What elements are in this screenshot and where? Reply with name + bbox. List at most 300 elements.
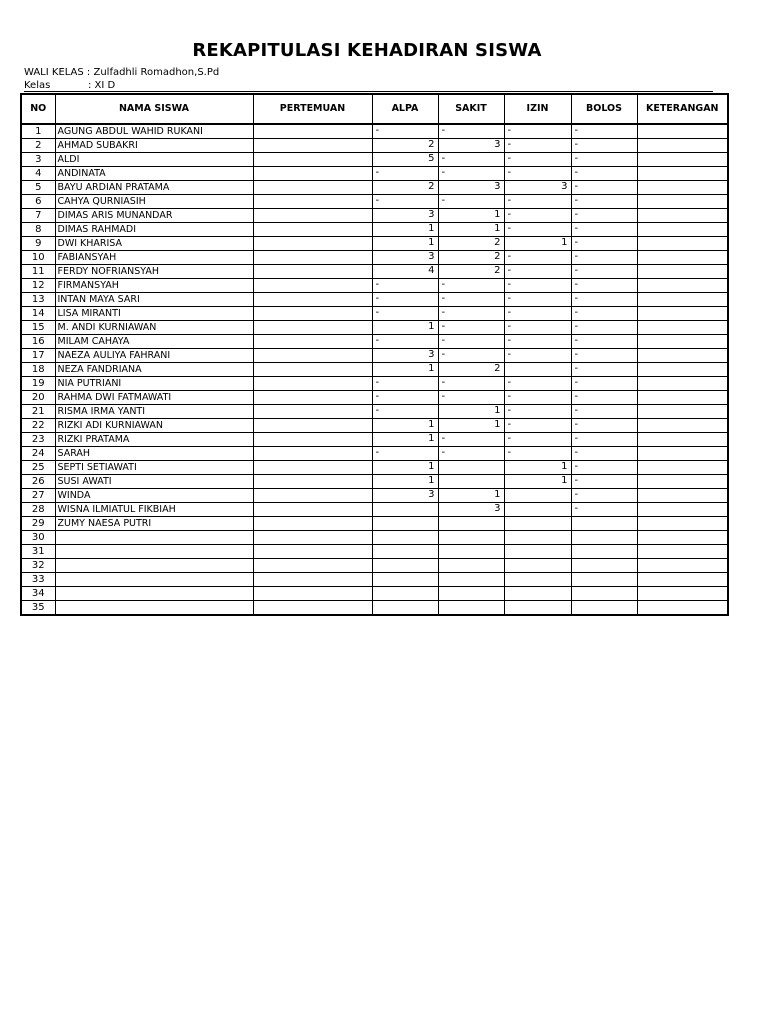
student-name-cell: M. ANDI KURNIAWAN xyxy=(55,321,253,335)
alpa-dash: - xyxy=(375,307,380,318)
bolos-cell xyxy=(571,419,637,433)
bolos-cell xyxy=(571,335,637,349)
table-row xyxy=(21,153,728,167)
izin-cell xyxy=(504,293,571,307)
pertemuan-cell xyxy=(253,167,372,181)
table-row xyxy=(21,475,728,489)
keterangan-cell xyxy=(637,475,728,489)
bolos-dash: - xyxy=(574,195,579,206)
bolos-cell xyxy=(571,321,637,335)
sakit-dash: - xyxy=(441,349,446,360)
izin-cell xyxy=(504,391,571,405)
pertemuan-cell xyxy=(253,265,372,279)
student-name-cell: WISNA ILMIATUL FIKBIAH xyxy=(55,503,253,517)
bolos-cell xyxy=(571,124,637,139)
pertemuan-cell xyxy=(253,153,372,167)
col-header-no: NO xyxy=(21,94,55,124)
keterangan-cell xyxy=(637,223,728,237)
sakit-cell xyxy=(438,307,504,321)
table-row xyxy=(21,335,728,349)
alpa-dash: - xyxy=(375,335,380,346)
sakit-cell xyxy=(438,251,504,265)
sakit-cell xyxy=(438,433,504,447)
row-number-cell: 1 xyxy=(21,124,55,139)
pertemuan-cell xyxy=(253,349,372,363)
pertemuan-cell xyxy=(253,195,372,209)
sakit-dash: - xyxy=(441,279,446,290)
alpa-cell xyxy=(372,433,438,447)
alpa-value: 3 xyxy=(428,251,435,262)
alpa-cell xyxy=(372,209,438,223)
row-number-cell: 15 xyxy=(21,321,55,335)
sakit-cell xyxy=(438,531,504,545)
pertemuan-cell xyxy=(253,545,372,559)
alpa-dash: - xyxy=(375,293,380,304)
izin-cell xyxy=(504,167,571,181)
row-number-cell: 33 xyxy=(21,573,55,587)
sakit-cell xyxy=(438,587,504,601)
table-row xyxy=(21,405,728,419)
row-number-cell: 18 xyxy=(21,363,55,377)
student-name-cell: DWI KHARISA xyxy=(55,237,253,251)
table-row xyxy=(21,531,728,545)
pertemuan-cell xyxy=(253,293,372,307)
student-name-cell: RAHMA DWI FATMAWATI xyxy=(55,391,253,405)
row-number-cell: 31 xyxy=(21,545,55,559)
alpa-cell xyxy=(372,307,438,321)
izin-cell xyxy=(504,279,571,293)
izin-cell xyxy=(504,139,571,153)
bolos-cell xyxy=(571,195,637,209)
izin-dash: - xyxy=(507,405,512,416)
izin-cell xyxy=(504,531,571,545)
sakit-dash: - xyxy=(441,433,446,444)
izin-cell xyxy=(504,237,571,251)
bolos-dash: - xyxy=(574,391,579,402)
table-row xyxy=(21,433,728,447)
table-row xyxy=(21,321,728,335)
izin-cell xyxy=(504,545,571,559)
izin-dash: - xyxy=(507,125,512,136)
izin-cell xyxy=(504,251,571,265)
bolos-cell xyxy=(571,503,637,517)
alpa-dash: - xyxy=(375,447,380,458)
bolos-dash: - xyxy=(574,181,579,192)
table-row xyxy=(21,447,728,461)
alpa-cell xyxy=(372,251,438,265)
keterangan-cell xyxy=(637,517,728,531)
alpa-cell xyxy=(372,293,438,307)
col-header-izin: IZIN xyxy=(504,94,571,124)
pertemuan-cell xyxy=(253,531,372,545)
keterangan-cell xyxy=(637,167,728,181)
alpa-cell xyxy=(372,153,438,167)
alpa-dash: - xyxy=(375,195,380,206)
bolos-dash: - xyxy=(574,251,579,262)
bolos-dash: - xyxy=(574,153,579,164)
sakit-cell xyxy=(438,559,504,573)
bolos-dash: - xyxy=(574,293,579,304)
alpa-cell xyxy=(372,223,438,237)
izin-dash: - xyxy=(507,377,512,388)
keterangan-cell xyxy=(637,153,728,167)
row-number-cell: 19 xyxy=(21,377,55,391)
sakit-cell xyxy=(438,545,504,559)
table-row xyxy=(21,139,728,153)
alpa-value: 1 xyxy=(428,419,435,430)
student-name-cell: LISA MIRANTI xyxy=(55,307,253,321)
sakit-cell xyxy=(438,405,504,419)
izin-dash: - xyxy=(507,391,512,402)
row-number-cell: 20 xyxy=(21,391,55,405)
table-row xyxy=(21,391,728,405)
row-number-cell: 34 xyxy=(21,587,55,601)
izin-cell xyxy=(504,265,571,279)
table-row xyxy=(21,209,728,223)
alpa-cell xyxy=(372,531,438,545)
sakit-cell xyxy=(438,124,504,139)
izin-cell xyxy=(504,601,571,616)
izin-cell xyxy=(504,489,571,503)
pertemuan-cell xyxy=(253,335,372,349)
row-number-cell: 7 xyxy=(21,209,55,223)
row-number-cell: 3 xyxy=(21,153,55,167)
keterangan-cell xyxy=(637,307,728,321)
alpa-dash: - xyxy=(375,377,380,388)
alpa-cell xyxy=(372,601,438,616)
izin-cell xyxy=(504,405,571,419)
student-name-cell: FABIANSYAH xyxy=(55,251,253,265)
pertemuan-cell xyxy=(253,391,372,405)
izin-cell xyxy=(504,335,571,349)
izin-dash: - xyxy=(507,447,512,458)
sakit-dash: - xyxy=(441,321,446,332)
bolos-cell xyxy=(571,545,637,559)
sakit-value: 1 xyxy=(494,419,501,430)
sakit-cell xyxy=(438,223,504,237)
izin-cell xyxy=(504,124,571,139)
table-row xyxy=(21,559,728,573)
izin-cell xyxy=(504,573,571,587)
sakit-cell xyxy=(438,447,504,461)
keterangan-cell xyxy=(637,251,728,265)
bolos-cell xyxy=(571,461,637,475)
student-name-cell: RIZKI PRATAMA xyxy=(55,433,253,447)
bolos-cell xyxy=(571,237,637,251)
keterangan-cell xyxy=(637,601,728,616)
keterangan-cell xyxy=(637,349,728,363)
pertemuan-cell xyxy=(253,447,372,461)
alpa-cell xyxy=(372,195,438,209)
keterangan-cell xyxy=(637,293,728,307)
keterangan-cell xyxy=(637,181,728,195)
alpa-dash: - xyxy=(375,405,380,416)
izin-dash: - xyxy=(507,195,512,206)
alpa-value: 1 xyxy=(428,475,435,486)
alpa-cell xyxy=(372,377,438,391)
sakit-value: 2 xyxy=(494,251,501,262)
izin-cell xyxy=(504,195,571,209)
keterangan-cell xyxy=(637,405,728,419)
sakit-cell xyxy=(438,195,504,209)
alpa-cell xyxy=(372,321,438,335)
alpa-cell xyxy=(372,559,438,573)
table-row xyxy=(21,545,728,559)
sakit-dash: - xyxy=(441,167,446,178)
izin-cell xyxy=(504,587,571,601)
keterangan-cell xyxy=(637,377,728,391)
izin-dash: - xyxy=(507,321,512,332)
alpa-cell xyxy=(372,573,438,587)
keterangan-cell xyxy=(637,139,728,153)
sakit-cell xyxy=(438,489,504,503)
sakit-value: 1 xyxy=(494,405,501,416)
row-number-cell: 24 xyxy=(21,447,55,461)
keterangan-cell xyxy=(637,573,728,587)
alpa-dash: - xyxy=(375,125,380,136)
pertemuan-cell xyxy=(253,489,372,503)
izin-dash: - xyxy=(507,349,512,360)
alpa-cell xyxy=(372,363,438,377)
pertemuan-cell xyxy=(253,124,372,139)
student-name-cell: AHMAD SUBAKRI xyxy=(55,139,253,153)
table-row xyxy=(21,419,728,433)
sakit-cell xyxy=(438,475,504,489)
sakit-cell xyxy=(438,167,504,181)
bolos-cell xyxy=(571,251,637,265)
izin-cell xyxy=(504,503,571,517)
keterangan-cell xyxy=(637,503,728,517)
keterangan-cell xyxy=(637,363,728,377)
izin-dash: - xyxy=(507,139,512,150)
table-row xyxy=(21,237,728,251)
keterangan-cell xyxy=(637,433,728,447)
izin-cell xyxy=(504,307,571,321)
row-number-cell: 8 xyxy=(21,223,55,237)
izin-dash: - xyxy=(507,153,512,164)
sakit-dash: - xyxy=(441,377,446,388)
row-number-cell: 25 xyxy=(21,461,55,475)
bolos-cell xyxy=(571,447,637,461)
alpa-cell xyxy=(372,587,438,601)
pertemuan-cell xyxy=(253,377,372,391)
sakit-value: 1 xyxy=(494,209,501,220)
student-name-cell xyxy=(55,587,253,601)
bolos-dash: - xyxy=(574,503,579,514)
sakit-value: 2 xyxy=(494,265,501,276)
bolos-cell xyxy=(571,349,637,363)
student-name-cell: AGUNG ABDUL WAHID RUKANI xyxy=(55,124,253,139)
student-name-cell xyxy=(55,601,253,616)
pertemuan-cell xyxy=(253,433,372,447)
student-name-cell: INTAN MAYA SARI xyxy=(55,293,253,307)
student-name-cell: FERDY NOFRIANSYAH xyxy=(55,265,253,279)
alpa-value: 3 xyxy=(428,489,435,500)
bolos-dash: - xyxy=(574,307,579,318)
pertemuan-cell xyxy=(253,223,372,237)
keterangan-cell xyxy=(637,124,728,139)
student-name-cell xyxy=(55,559,253,573)
bolos-dash: - xyxy=(574,335,579,346)
alpa-value: 2 xyxy=(428,181,435,192)
bolos-dash: - xyxy=(574,167,579,178)
bolos-dash: - xyxy=(574,139,579,150)
pertemuan-cell xyxy=(253,181,372,195)
bolos-cell xyxy=(571,209,637,223)
alpa-dash: - xyxy=(375,167,380,178)
table-row xyxy=(21,503,728,517)
pertemuan-cell xyxy=(253,209,372,223)
izin-cell xyxy=(504,377,571,391)
bolos-dash: - xyxy=(574,433,579,444)
pertemuan-cell xyxy=(253,237,372,251)
bolos-cell xyxy=(571,587,637,601)
bolos-cell xyxy=(571,181,637,195)
izin-value: 1 xyxy=(561,237,568,248)
izin-dash: - xyxy=(507,279,512,290)
izin-dash: - xyxy=(507,419,512,430)
attendance-table xyxy=(20,93,729,616)
table-row xyxy=(21,601,728,616)
student-name-cell: DIMAS ARIS MUNANDAR xyxy=(55,209,253,223)
bolos-cell xyxy=(571,531,637,545)
kelas-line xyxy=(24,80,713,92)
table-row xyxy=(21,293,728,307)
student-name-cell: CAHYA QURNIASIH xyxy=(55,195,253,209)
alpa-value: 1 xyxy=(428,321,435,332)
sakit-value: 3 xyxy=(494,139,501,150)
izin-value: 1 xyxy=(561,475,568,486)
sakit-cell xyxy=(438,279,504,293)
pertemuan-cell xyxy=(253,517,372,531)
sakit-dash: - xyxy=(441,447,446,458)
student-name-cell: SARAH xyxy=(55,447,253,461)
student-name-cell: DIMAS RAHMADI xyxy=(55,223,253,237)
row-number-cell: 13 xyxy=(21,293,55,307)
alpa-cell xyxy=(372,279,438,293)
sakit-cell xyxy=(438,153,504,167)
sakit-cell xyxy=(438,461,504,475)
bolos-cell xyxy=(571,307,637,321)
pertemuan-cell xyxy=(253,251,372,265)
alpa-value: 4 xyxy=(428,265,435,276)
row-number-cell: 12 xyxy=(21,279,55,293)
bolos-dash: - xyxy=(574,265,579,276)
pertemuan-cell xyxy=(253,279,372,293)
row-number-cell: 30 xyxy=(21,531,55,545)
bolos-dash: - xyxy=(574,419,579,430)
bolos-dash: - xyxy=(574,405,579,416)
bolos-dash: - xyxy=(574,209,579,220)
bolos-cell xyxy=(571,433,637,447)
izin-cell xyxy=(504,419,571,433)
sakit-value: 2 xyxy=(494,363,501,374)
bolos-cell xyxy=(571,517,637,531)
bolos-cell xyxy=(571,377,637,391)
bolos-cell xyxy=(571,405,637,419)
sakit-cell xyxy=(438,419,504,433)
alpa-cell xyxy=(372,349,438,363)
alpa-value: 1 xyxy=(428,461,435,472)
alpa-value: 1 xyxy=(428,223,435,234)
sakit-cell xyxy=(438,181,504,195)
izin-dash: - xyxy=(507,293,512,304)
alpa-cell xyxy=(372,391,438,405)
bolos-cell xyxy=(571,475,637,489)
table-row xyxy=(21,195,728,209)
keterangan-cell xyxy=(637,321,728,335)
row-number-cell: 14 xyxy=(21,307,55,321)
sakit-value: 3 xyxy=(494,181,501,192)
row-number-cell: 6 xyxy=(21,195,55,209)
col-header-pertemuan: PERTEMUAN xyxy=(253,94,372,124)
table-row xyxy=(21,461,728,475)
student-name-cell: ALDI xyxy=(55,153,253,167)
sakit-cell xyxy=(438,601,504,616)
izin-dash: - xyxy=(507,265,512,276)
keterangan-cell xyxy=(637,209,728,223)
sakit-value: 1 xyxy=(494,223,501,234)
student-name-cell: BAYU ARDIAN PRATAMA xyxy=(55,181,253,195)
izin-dash: - xyxy=(507,209,512,220)
row-number-cell: 35 xyxy=(21,601,55,616)
bolos-dash: - xyxy=(574,279,579,290)
bolos-cell xyxy=(571,223,637,237)
alpa-cell xyxy=(372,503,438,517)
izin-cell xyxy=(504,349,571,363)
row-number-cell: 22 xyxy=(21,419,55,433)
keterangan-cell xyxy=(637,489,728,503)
table-row xyxy=(21,167,728,181)
bolos-cell xyxy=(571,489,637,503)
pertemuan-cell xyxy=(253,559,372,573)
alpa-cell xyxy=(372,181,438,195)
row-number-cell: 4 xyxy=(21,167,55,181)
bolos-dash: - xyxy=(574,377,579,388)
pertemuan-cell xyxy=(253,419,372,433)
student-name-cell: ANDINATA xyxy=(55,167,253,181)
bolos-dash: - xyxy=(574,489,579,500)
sakit-value: 1 xyxy=(494,489,501,500)
student-name-cell: MILAM CAHAYA xyxy=(55,335,253,349)
student-name-cell xyxy=(55,573,253,587)
bolos-cell xyxy=(571,363,637,377)
row-number-cell: 32 xyxy=(21,559,55,573)
bolos-dash: - xyxy=(574,447,579,458)
table-row xyxy=(21,573,728,587)
table-row xyxy=(21,265,728,279)
alpa-cell xyxy=(372,419,438,433)
bolos-cell xyxy=(571,153,637,167)
bolos-cell xyxy=(571,391,637,405)
izin-cell xyxy=(504,559,571,573)
sakit-dash: - xyxy=(441,293,446,304)
col-header-nama-siswa: NAMA SISWA xyxy=(55,94,253,124)
sakit-cell xyxy=(438,335,504,349)
sakit-cell xyxy=(438,517,504,531)
izin-value: 1 xyxy=(561,461,568,472)
table-header-row xyxy=(21,94,728,124)
student-name-cell: SUSI AWATI xyxy=(55,475,253,489)
bolos-dash: - xyxy=(574,321,579,332)
pertemuan-cell xyxy=(253,503,372,517)
page-title: REKAPITULASI KEHADIRAN SISWA xyxy=(192,40,542,61)
alpa-value: 3 xyxy=(428,209,435,220)
keterangan-cell xyxy=(637,237,728,251)
bolos-dash: - xyxy=(574,363,579,374)
table-row xyxy=(21,349,728,363)
sakit-dash: - xyxy=(441,307,446,318)
